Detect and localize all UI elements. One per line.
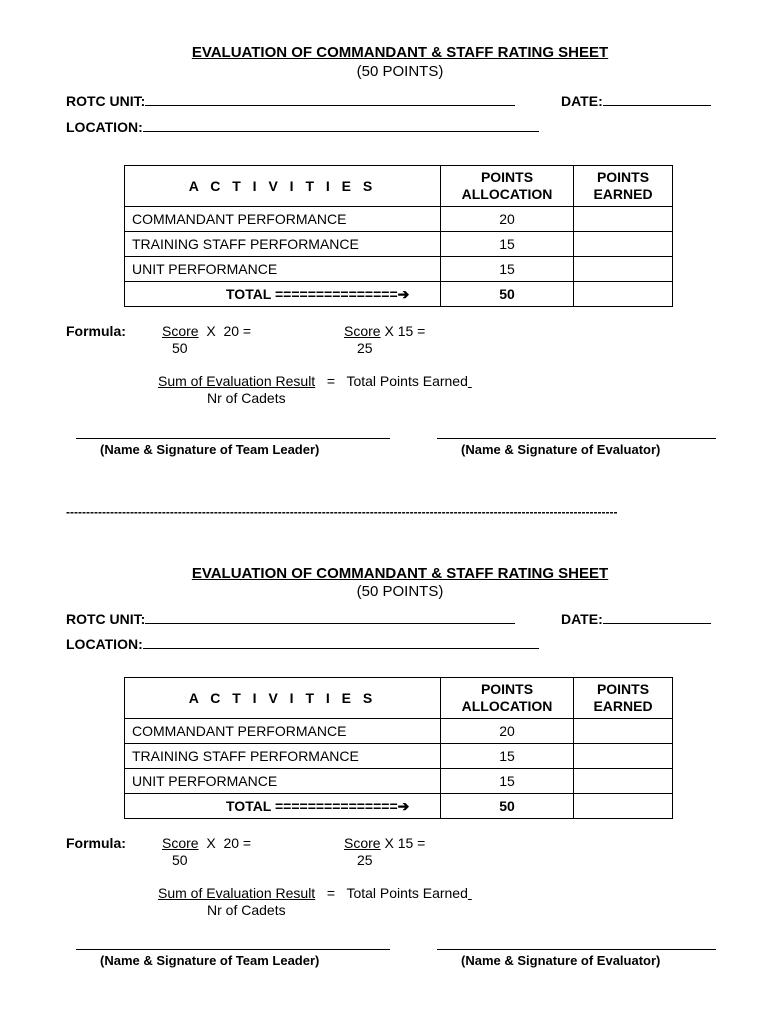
evaluator-signature-line[interactable]: [437, 949, 716, 950]
table-header-row: [125, 678, 673, 719]
table-row: [125, 744, 673, 769]
location-blank[interactable]: [143, 118, 539, 132]
header-points-allocation: POINTS ALLOCATION: [441, 166, 574, 207]
formula-numerator: Score: [162, 323, 199, 339]
sheet-title: EVALUATION OF COMMANDANT & STAFF RATING SHEET: [191, 565, 609, 582]
rating-sheet-1: [0, 0, 768, 457]
date-blank[interactable]: [603, 610, 711, 624]
location-field[interactable]: [66, 635, 539, 652]
allocation-cell: 15: [441, 232, 574, 257]
total-label: TOTAL ===============➔: [125, 794, 441, 819]
activities-table: [124, 165, 673, 307]
formula-denominator: 50: [172, 852, 188, 868]
sheet-subtitle: (50 POINTS): [356, 63, 444, 80]
date-blank[interactable]: [603, 92, 711, 106]
date-field[interactable]: [561, 92, 711, 109]
total-row: [125, 794, 673, 819]
header-points-allocation: POINTS ALLOCATION: [441, 678, 574, 719]
rating-sheet-2: [0, 519, 768, 968]
formula-underscore: [468, 373, 472, 389]
table-header-row: [125, 166, 673, 207]
evaluator-signature-label: (Name & Signature of Evaluator): [461, 442, 661, 457]
formula-expr-1: [162, 323, 251, 339]
formula-expr-2: [344, 323, 425, 339]
formula-numerator: Sum of Evaluation Result: [158, 885, 316, 901]
formula-underscore: [468, 885, 472, 901]
formula-denominator: 50: [172, 340, 188, 356]
activity-cell: TRAINING STAFF PERFORMANCE: [125, 232, 441, 257]
location-label: LOCATION:: [66, 636, 143, 652]
formula-result: = Total Points Earned: [315, 885, 468, 901]
evaluator-signature-line[interactable]: [437, 438, 716, 439]
formula-operator: X 15 =: [380, 835, 426, 851]
allocation-cell: 15: [441, 257, 574, 282]
location-label: LOCATION:: [66, 119, 143, 135]
activity-cell: UNIT PERFORMANCE: [125, 769, 441, 794]
formula-expr-3: [158, 885, 472, 901]
location-field[interactable]: [66, 118, 539, 135]
activity-cell: COMMANDANT PERFORMANCE: [125, 207, 441, 232]
evaluator-signature-label: (Name & Signature of Evaluator): [461, 953, 661, 968]
total-allocation: 50: [441, 794, 574, 819]
earned-cell[interactable]: [574, 719, 673, 744]
sheet-title: EVALUATION OF COMMANDANT & STAFF RATING SHEET: [191, 44, 609, 61]
rotc-unit-label: ROTC UNIT:: [66, 93, 146, 109]
total-label: TOTAL ===============➔: [125, 282, 441, 307]
table-row: [125, 719, 673, 744]
formula-denominator: Nr of Cadets: [207, 390, 286, 406]
allocation-cell: 20: [441, 207, 574, 232]
activity-cell: TRAINING STAFF PERFORMANCE: [125, 744, 441, 769]
formula-result: = Total Points Earned: [315, 373, 468, 389]
activities-table: [124, 677, 673, 819]
formula-operator: X 15 =: [380, 323, 426, 339]
total-earned-cell[interactable]: [574, 794, 673, 819]
earned-cell[interactable]: [574, 207, 673, 232]
formula-operator: X 20 =: [198, 835, 252, 851]
formula-expr-2: [344, 835, 425, 851]
rotc-unit-label: ROTC UNIT:: [66, 611, 146, 627]
table-row: [125, 232, 673, 257]
formula-numerator: Sum of Evaluation Result: [158, 373, 316, 389]
date-label: DATE:: [561, 93, 603, 109]
formula-numerator: Score: [162, 835, 199, 851]
formula-label: Formula:: [66, 323, 126, 339]
header-activities: A C T I V I T I E S: [125, 166, 441, 207]
total-row: [125, 282, 673, 307]
team-leader-signature-label: (Name & Signature of Team Leader): [100, 953, 320, 968]
allocation-cell: 15: [441, 744, 574, 769]
team-leader-signature-line[interactable]: [76, 438, 390, 439]
activity-cell: COMMANDANT PERFORMANCE: [125, 719, 441, 744]
formula-operator: X 20 =: [198, 323, 252, 339]
earned-cell[interactable]: [574, 232, 673, 257]
formula-numerator: Score: [344, 835, 381, 851]
allocation-cell: 20: [441, 719, 574, 744]
total-allocation: 50: [441, 282, 574, 307]
header-activities: A C T I V I T I E S: [125, 678, 441, 719]
earned-cell[interactable]: [574, 744, 673, 769]
team-leader-signature-label: (Name & Signature of Team Leader): [100, 442, 320, 457]
formula-denominator: 25: [357, 340, 373, 356]
date-field[interactable]: [561, 610, 711, 627]
table-row: [125, 207, 673, 232]
header-points-earned: POINTS EARNED: [574, 166, 673, 207]
formula-expr-3: [158, 373, 472, 389]
earned-cell[interactable]: [574, 769, 673, 794]
formula-numerator: Score: [344, 323, 381, 339]
location-blank[interactable]: [143, 635, 539, 649]
allocation-cell: 15: [441, 769, 574, 794]
rotc-unit-field[interactable]: [66, 92, 515, 109]
date-label: DATE:: [561, 611, 603, 627]
total-earned-cell[interactable]: [574, 282, 673, 307]
formula-expr-1: [162, 835, 251, 851]
earned-cell[interactable]: [574, 257, 673, 282]
activity-cell: UNIT PERFORMANCE: [125, 257, 441, 282]
cut-line-divider: ------------------------------------------------------------------------------------------------------------------------------------------: [66, 505, 618, 519]
team-leader-signature-line[interactable]: [76, 949, 390, 950]
table-row: [125, 769, 673, 794]
table-row: [125, 257, 673, 282]
formula-denominator: Nr of Cadets: [207, 902, 286, 918]
rotc-unit-blank[interactable]: [145, 610, 515, 624]
header-points-earned: POINTS EARNED: [574, 678, 673, 719]
sheet-subtitle: (50 POINTS): [356, 583, 444, 600]
rotc-unit-field[interactable]: [66, 610, 515, 627]
formula-denominator: 25: [357, 852, 373, 868]
rotc-unit-blank[interactable]: [145, 92, 515, 106]
formula-label: Formula:: [66, 835, 126, 851]
